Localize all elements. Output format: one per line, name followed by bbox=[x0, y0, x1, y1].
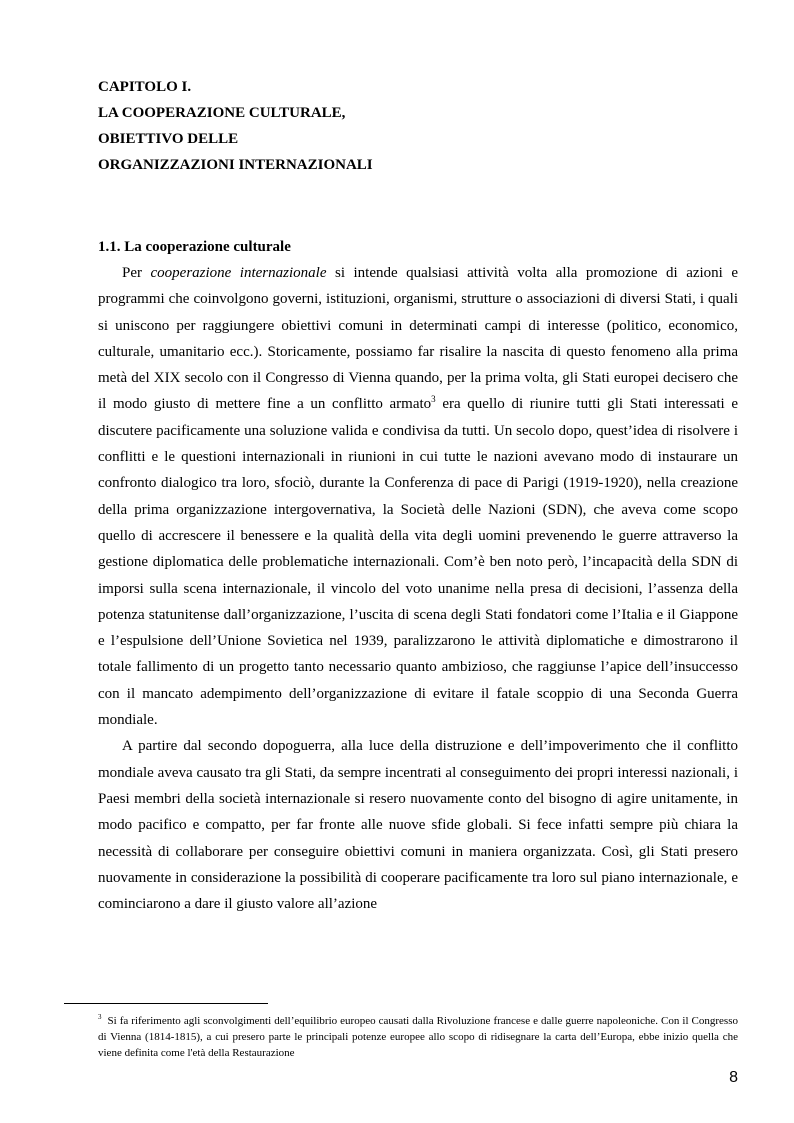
paragraph-1 bbox=[98, 260, 738, 733]
paragraph-1-text-a: si intende qualsiasi attività volta alla promozione di azioni e programmi che coinvolgono governi, istituzioni, organismi, strutture o associazioni di diversi Stati, i quali si uniscono per raggiungere obiettivi comuni in determinati campi di interesse (politico, economico, culturale, umanitario ecc.). Storicamente, possiamo far risalire la nascita di questo fenomeno alla prima metà del XIX secolo con il Congresso di Vienna quando, per la prima volta, gli Stati europei decisero che il modo giusto di mettere fine a un conflitto armato bbox=[98, 265, 738, 413]
footnote-reference[interactable]: 3 bbox=[431, 394, 436, 405]
page-number: 8 bbox=[729, 1069, 738, 1086]
paragraph-2: A partire dal secondo dopoguerra, alla luce della distruzione e dell’impoverimento che il conflitto mondiale aveva causato tra gli Stati, da sempre incentrati al conseguimento dei propri interessi nazionali, i Paesi membri della società internazionale si resero nuovamente conto del bisogno di agire unitamente, in modo pacifico e compatto, per far fronte alle nuove sfide globali. Si fece infatti sempre più chiara la necessità di collaborare per conseguire obiettivi comuni in maniera organizzata. Così, gli Stati presero nuovamente in considerazione la possibilità di cooperare pacificamente tra loro sul piano internazionale, e cominciarono a dare il giusto valore all’azione bbox=[98, 738, 738, 913]
footnote-divider bbox=[64, 1003, 268, 1004]
footnote-text: Si fa riferimento agli sconvolgimenti dell’equilibrio europeo causati dalla Rivoluzione francese e dalle guerre napoleoniche. Con il Congresso di Vienna (1814-1815), a cui presero parte le principali potenze europee allo scopo di ridisegnare la carta dell’Europa, ebbe inizio quella che viene definita come l'età della Restaurazione bbox=[98, 1015, 738, 1059]
page-body bbox=[98, 74, 738, 917]
chapter-heading-line: LA COOPERAZIONE CULTURALE, bbox=[98, 105, 346, 121]
paragraph-1-text-b: era quello di riunire tutti gli Stati interessati e discutere pacificamente una soluzione valida e condivisa da tutti. Un secolo dopo, quest’idea di risolvere i conflitti e le questioni internazionali in riunioni in cui tutte le nazioni avevano modo di instaurare un confronto dialogico tra loro, sfociò, durante la Conferenza di pace di Parigi (1919-1920), nella creazione della prima organizzazione intergovernativa, la Società delle Nazioni (SDN), che aveva come scopo quello di accrescere il benessere e la qualità della vita degli uomini prevenendo le guerre attraverso la gestione diplomatica delle problematiche internazionali. Com’è ben noto però, l’incapacità della SDN di imporsi sulla scena internazionale, il vincolo del voto unanime nella presa di decisioni, l’assenza della potenza statunitense dall’organizzazione, l’uscita di scena degli Stati fondatori come l’Italia e il Giappone e l’espulsione dell’Unione Sovietica nel 1939, paralizzarono le attività diplomatiche e dimostrarono il totale fallimento di un progetto tanto necessario quanto ambizioso, che raggiunse l’apice dell’insuccesso con il mancato adempimento dell’organizzazione di evitare il fatale scoppio di una Seconda Guerra mondiale. bbox=[98, 396, 739, 729]
paragraph-1-lead: Per bbox=[122, 265, 151, 281]
chapter-heading-line: OBIETTIVO DELLE bbox=[98, 131, 239, 147]
section-title: 1.1. La cooperazione culturale bbox=[98, 239, 291, 255]
chapter-heading-line: CAPITOLO I. bbox=[98, 79, 192, 95]
footnote-number: 3 bbox=[98, 1013, 102, 1022]
chapter-heading-line: ORGANIZZAZIONI INTERNAZIONALI bbox=[98, 157, 373, 173]
paragraph-1-italic-term: cooperazione internazionale bbox=[150, 265, 327, 281]
chapter-heading bbox=[98, 74, 738, 178]
footnote-area bbox=[98, 1013, 738, 1061]
